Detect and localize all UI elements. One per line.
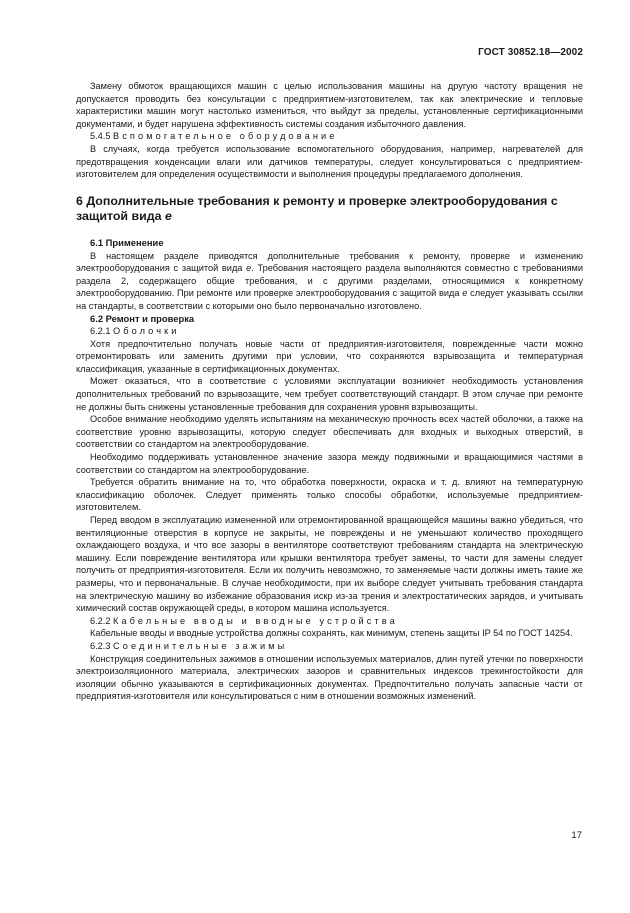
standard-header: ГОСТ 30852.18—2002 xyxy=(478,47,583,58)
text-run: В настоящем разделе приводятся дополнительные требования к ремонту, проверке и изменению электрооборудования с защитой вида xyxy=(76,250,583,274)
subsection-title: Соединительные зажимы xyxy=(113,640,288,651)
subsection-title: Вспомогательное оборудование xyxy=(113,131,338,142)
subsection-number: 6.2.1 xyxy=(90,326,111,337)
text-run: следует указывать ссылки на стандарты, в соответствии с которыми оно было первоначально изготовлено. xyxy=(76,288,583,311)
paragraph-enclosures-6: Перед вводом в эксплуатацию измененной или отремонтированной вращающейся машины важно убедиться, что вентиляционные отверстия в корпусе не закрыты, не повреждены и не уменьшают количество проходящего охлаждающего воздуха, и что все зазоры в вентиляторе соответствуют требованиям стандарта на электрическую машину. Если повреждение вентилятора или крышки вентилятора требует замены, то части для замены следует получить от предприятия-изготовителя. Если их получить невозможно, то заменяемые части должны иметь такие же размеры, что и первоначальные. В случае необходимости, при их выборе следует учитывать требования стандарта на электрическую машину во избежание образования искр из-за трения и электростатических зарядов, и учитывать химический состав окружающей среды, в котором машина используется. xyxy=(76,515,583,614)
paragraph-terminals: Конструкция соединительных зажимов в отношении используемых материалов, длин путей утечки по поверхности электроизоляционного материала, электрических зазоров и сравнительных индексов трекингостойкости для изоляции обычно указываются в сертификационных документах. Предпочтительно получать запасные части от предприятия-изготовителя или консультироваться с ним в отношении возможных изменений. xyxy=(76,653,583,702)
subsection-6-2-1-heading xyxy=(76,325,583,338)
subsection-number: 6.2.3 xyxy=(90,640,111,651)
subsection-title: Кабельные вводы и вводные устройства xyxy=(113,615,398,626)
section-6-heading xyxy=(76,194,583,225)
subsection-number: 5.4.5 xyxy=(90,131,111,142)
subsection-6-2-heading: 6.2 Ремонт и проверка xyxy=(90,312,195,324)
paragraph-enclosures-3: Особое внимание необходимо уделять испытаниям на механическую прочность всех частей оболочки, а также на соответствие уровню взрывозащиты, которую следует обеспечивать для входных и выходных отверстий, в соответствии со стандартом на электрооборудование. xyxy=(76,414,583,450)
paragraph-enclosures-5: Требуется обратить внимание на то, что обработка поверхности, окраска и т. д. влияют на температурную классификацию оболочек. Следует применять только способы обработки, используемые предприятием-изготовителем. xyxy=(76,477,583,513)
document-body xyxy=(76,80,583,703)
section-title-protection-type: е xyxy=(164,209,172,224)
subsection-number: 6.2.2 xyxy=(90,615,111,626)
paragraph-enclosures-2: Может оказаться, что в соответствие с условиями эксплуатации возникнет необходимость установления дополнительных требований по взрывозащите, чем требует соответствующий стандарт. В этом случае при ремонте не должны быть снижены установленные требования для сохранения уровня взрывозащиты. xyxy=(76,376,583,412)
subsection-6-2-3-heading xyxy=(76,640,583,653)
paragraph-enclosures-4: Необходимо поддерживать установленное значение зазора между подвижными и вращающимися частями в соответствии со стандартом на электрооборудование. xyxy=(76,452,583,475)
subsection-6-1-heading: 6.1 Применение xyxy=(90,236,164,248)
subsection-6-2-2-heading xyxy=(76,615,583,628)
section-title: 6 Дополнительные требования к ремонту и проверке электрооборудования с защитой вида xyxy=(76,193,558,224)
paragraph-auxiliary-equipment: В случаях, когда требуется использование вспомогательного оборудования, например, нагревателей для предотвращения конденсации влаги или датчиков температуры, следует консультироваться с предприятием-изготовителем для определения осуществимости и выполнения процедуры предлагаемого дополнения. xyxy=(76,143,583,180)
page-number: 17 xyxy=(571,830,582,841)
paragraph-rewinding: Замену обмоток вращающихся машин с целью использования машины на другую частоту вращения не допускается проводить без консультации с предприятием-изготовителем, так как электрические и тепловые характеристики машин могут настолько измениться, что выйдут за пределы, установленные сертификационными документами, и будет нарушена эффективность системы создания избыточного давления. xyxy=(76,81,583,129)
paragraph-enclosures-1: Хотя предпочтительно получать новые части от предприятия-изготовителя, поврежденные части можно отремонтировать или заменить другими при условии, что сохраняются взрывозащита и температурная классификация, указанные в сертификационных документах. xyxy=(76,338,583,374)
subsection-title: Оболочки xyxy=(113,326,180,337)
protection-type-italic: е xyxy=(462,288,468,299)
text-run: . Требования настоящего раздела выполняются совместно с требованиями раздела 2, содержащего общие требования, и с другими разделами, относящимися к конкретному электрооборудованию. При ремонте или проверке электрооборудования с защитой вида xyxy=(76,263,583,299)
subsection-5-4-5-heading xyxy=(76,130,583,143)
paragraph-cable-entries: Кабельные вводы и вводные устройства должны сохранять, как минимум, степень защиты IP 54 по ГОСТ 14254. xyxy=(90,628,573,639)
paragraph-application xyxy=(76,250,583,313)
protection-type-italic: е xyxy=(246,263,252,274)
